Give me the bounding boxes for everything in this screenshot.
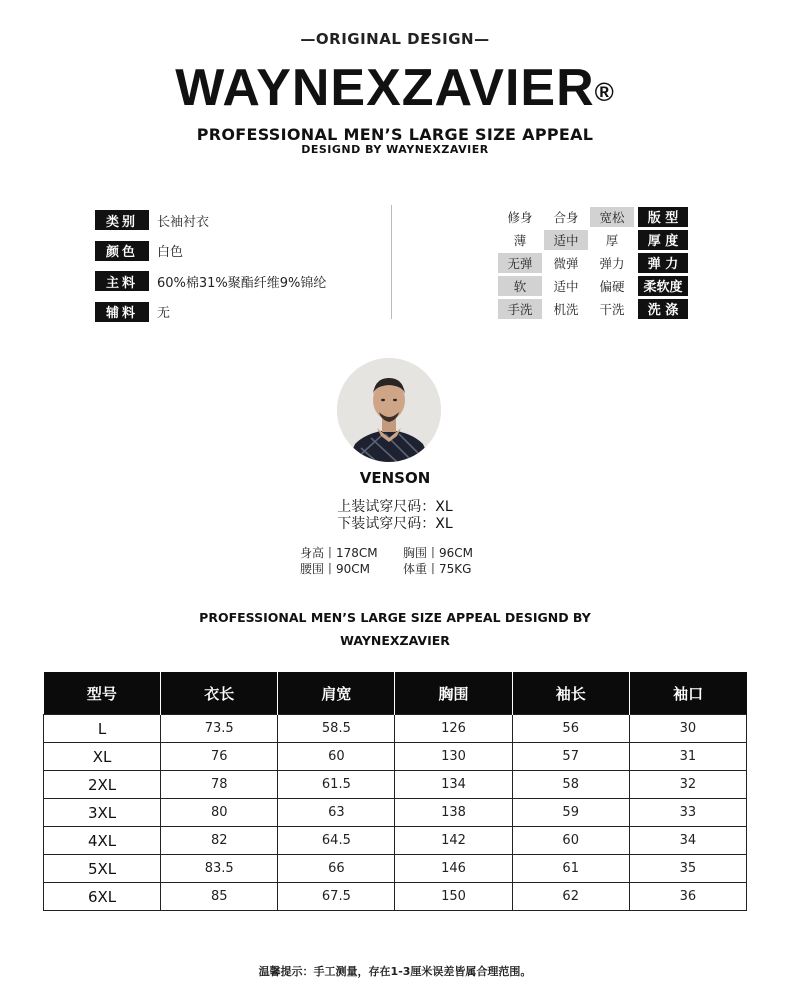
brand-logo — [0, 58, 790, 118]
measure-cell: 150 — [395, 883, 512, 911]
spec-label: 主料 — [95, 271, 149, 291]
spec-label: 颜色 — [95, 241, 149, 261]
height-measure: 身高丨178CM — [300, 546, 378, 560]
brand-name: WAYNEXZAVIER — [175, 59, 595, 117]
measure-cell: 67.5 — [278, 883, 395, 911]
column-header: 袖口 — [629, 672, 746, 715]
measure-cell: 58.5 — [278, 715, 395, 743]
measure-cell: 146 — [395, 855, 512, 883]
measure-cell: 82 — [161, 827, 278, 855]
table-row — [44, 771, 747, 799]
column-header: 肩宽 — [278, 672, 395, 715]
table-row — [44, 743, 747, 771]
attribute-label: 版 型 — [638, 207, 688, 227]
measure-cell: 32 — [629, 771, 746, 799]
measure-cell: 34 — [629, 827, 746, 855]
measure-cell: 62 — [512, 883, 629, 911]
attribute-label: 弹 力 — [638, 253, 688, 273]
measure-cell: 57 — [512, 743, 629, 771]
size-label-cell: 3XL — [44, 799, 161, 827]
size-label-cell: 6XL — [44, 883, 161, 911]
measure-cell: 36 — [629, 883, 746, 911]
size-label-cell: 4XL — [44, 827, 161, 855]
designed-by: DESIGND BY WAYNEXZAVIER — [301, 143, 489, 156]
spec-value: 白色 — [157, 245, 184, 261]
column-header: 衣长 — [161, 672, 278, 715]
size-table — [43, 672, 747, 911]
attribute-row — [498, 205, 688, 228]
table-title: PROFESSIONAL MEN’S LARGE SIZE APPEAL DESIGND BY — [199, 610, 591, 625]
table-row — [44, 827, 747, 855]
attribute-option-selected: 宽松 — [590, 207, 634, 227]
measure-cell: 138 — [395, 799, 512, 827]
model-photo — [337, 358, 441, 462]
tagline: PROFESSIONAL MEN’S LARGE SIZE APPEAL — [196, 125, 594, 144]
measure-cell: 61.5 — [278, 771, 395, 799]
column-header: 袖长 — [512, 672, 629, 715]
size-label-cell: L — [44, 715, 161, 743]
spec-row — [95, 266, 385, 297]
measure-cell: 83.5 — [161, 855, 278, 883]
spec-value: 长袖衬衣 — [157, 214, 210, 230]
top-size: 上装试穿尺码：XL — [337, 499, 453, 515]
measure-cell: 60 — [278, 743, 395, 771]
table-title-brand: WAYNEXZAVIER — [340, 633, 450, 648]
spec-value: 无 — [157, 306, 171, 322]
measure-cell: 61 — [512, 855, 629, 883]
attribute-option: 适中 — [553, 278, 579, 294]
attribute-row — [498, 251, 688, 274]
attribute-option: 合身 — [553, 209, 579, 225]
measure-cell: 134 — [395, 771, 512, 799]
spec-label: 辅料 — [95, 302, 149, 322]
column-header: 胸围 — [395, 672, 512, 715]
table-row — [44, 715, 747, 743]
attribute-option: 微弹 — [553, 255, 579, 271]
registered-mark: ® — [594, 77, 615, 107]
model-name: VENSON — [359, 469, 431, 487]
size-label-cell: XL — [44, 743, 161, 771]
measure-cell: 60 — [512, 827, 629, 855]
attribute-option: 干洗 — [599, 301, 625, 317]
table-row — [44, 855, 747, 883]
attribute-option-selected: 无弹 — [498, 253, 542, 273]
measure-cell: 126 — [395, 715, 512, 743]
model-avatar — [337, 358, 441, 462]
spec-row — [95, 236, 385, 267]
attribute-label: 柔软度 — [638, 276, 688, 296]
measure-cell: 76 — [161, 743, 278, 771]
chest-measure: 胸围丨96CM — [403, 546, 474, 560]
measure-cell: 80 — [161, 799, 278, 827]
attribute-label: 厚 度 — [638, 230, 688, 250]
attribute-option-selected: 适中 — [544, 230, 588, 250]
column-header: 型号 — [44, 672, 161, 715]
measure-cell: 85 — [161, 883, 278, 911]
waist-measure: 腰围丨90CM — [300, 562, 371, 576]
attribute-row — [498, 297, 688, 320]
measure-cell: 142 — [395, 827, 512, 855]
size-label-cell: 2XL — [44, 771, 161, 799]
measure-cell: 30 — [629, 715, 746, 743]
size-table-header — [44, 672, 747, 715]
measure-cell: 73.5 — [161, 715, 278, 743]
attribute-row — [498, 274, 688, 297]
table-row — [44, 799, 747, 827]
bottom-size: 下装试穿尺码：XL — [337, 516, 453, 532]
measure-cell: 78 — [161, 771, 278, 799]
measure-cell: 66 — [278, 855, 395, 883]
measure-cell: 31 — [629, 743, 746, 771]
spec-label: 类别 — [95, 210, 149, 230]
attribute-option: 偏硬 — [599, 278, 625, 294]
spec-value: 60%棉31%聚酯纤维9%锦纶 — [157, 275, 327, 291]
eyebrow-text: —ORIGINAL DESIGN— — [300, 30, 490, 48]
measure-cell: 63 — [278, 799, 395, 827]
measure-cell: 58 — [512, 771, 629, 799]
footnote: 温馨提示：手工测量，存在1-3厘米误差皆属合理范围。 — [258, 965, 532, 978]
attribute-option: 薄 — [513, 232, 527, 248]
size-label-cell: 5XL — [44, 855, 161, 883]
attribute-option-selected: 手洗 — [498, 299, 542, 319]
measure-cell: 64.5 — [278, 827, 395, 855]
attribute-option: 修身 — [507, 209, 533, 225]
attribute-option-selected: 软 — [498, 276, 542, 296]
attribute-row — [498, 228, 688, 251]
attribute-option: 厚 — [605, 232, 619, 248]
attribute-option: 弹力 — [599, 255, 625, 271]
attribute-grid — [498, 205, 688, 320]
measure-cell: 35 — [629, 855, 746, 883]
measure-cell: 130 — [395, 743, 512, 771]
attribute-label: 洗 涤 — [638, 299, 688, 319]
spec-row — [95, 205, 385, 236]
attribute-option: 机洗 — [553, 301, 579, 317]
vertical-divider — [391, 205, 392, 319]
measure-cell: 56 — [512, 715, 629, 743]
spec-row — [95, 297, 385, 328]
weight-measure: 体重丨75KG — [403, 562, 472, 576]
measure-cell: 59 — [512, 799, 629, 827]
table-row — [44, 883, 747, 911]
measure-cell: 33 — [629, 799, 746, 827]
spec-list — [95, 205, 385, 327]
